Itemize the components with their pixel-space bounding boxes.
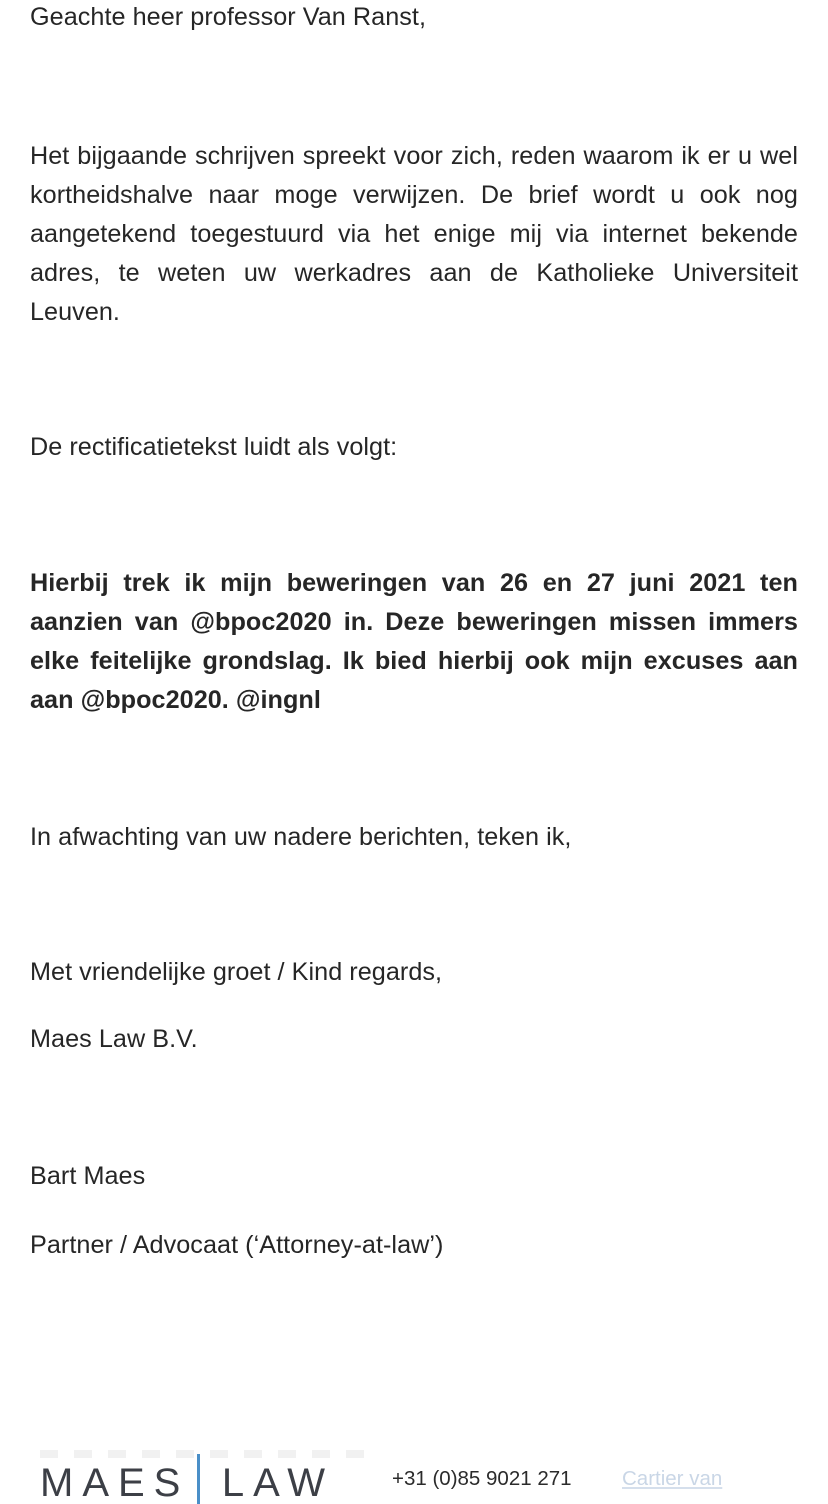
address-link[interactable]: Cartier van <box>622 1467 723 1490</box>
logo-text-law: LAW <box>221 1461 335 1504</box>
maes-law-logo <box>40 1462 334 1504</box>
email-paragraph-awaiting: In afwachting van uw nadere berichten, teken ik, <box>30 823 572 851</box>
phone-number: +31 (0)85 9021 271 <box>392 1467 572 1490</box>
logo-text-maes: MAES <box>40 1461 190 1504</box>
firm-name: Maes Law B.V. <box>30 1025 198 1053</box>
email-closing: Met vriendelijke groet / Kind regards, <box>30 958 443 986</box>
logo-divider <box>197 1454 200 1504</box>
signatory-name: Bart Maes <box>30 1162 146 1190</box>
email-paragraph-rectification-intro: De rectificatietekst luidt als volgt: <box>30 433 398 461</box>
email-signature-footer <box>40 1450 828 1504</box>
email-paragraph-intro: Het bijgaande schrijven spreekt voor zich, reden waarom ik er u wel kortheidshalve naar moge verwijzen. De brief wordt u ook nog aangetekend toegestuurd via het enige mij via internet bekende adres, te weten uw werkadres aan de Katholieke Universiteit Leuven. <box>30 142 798 326</box>
email-salutation: Geachte heer professor Van Ranst, <box>30 3 427 31</box>
faded-signature-row <box>40 1450 370 1458</box>
signatory-title: Partner / Advocaat (‘Attorney-at-law’) <box>30 1231 444 1259</box>
rectification-text: Hierbij trek ik mijn beweringen van 26 en 27 juni 2021 ten aanzien van @bpoc2020 in. Deze beweringen missen immers elke feitelijke grondslag. Ik bied hierbij ook mijn excuses aan aan @bpoc2020. @ingnl <box>30 569 798 714</box>
